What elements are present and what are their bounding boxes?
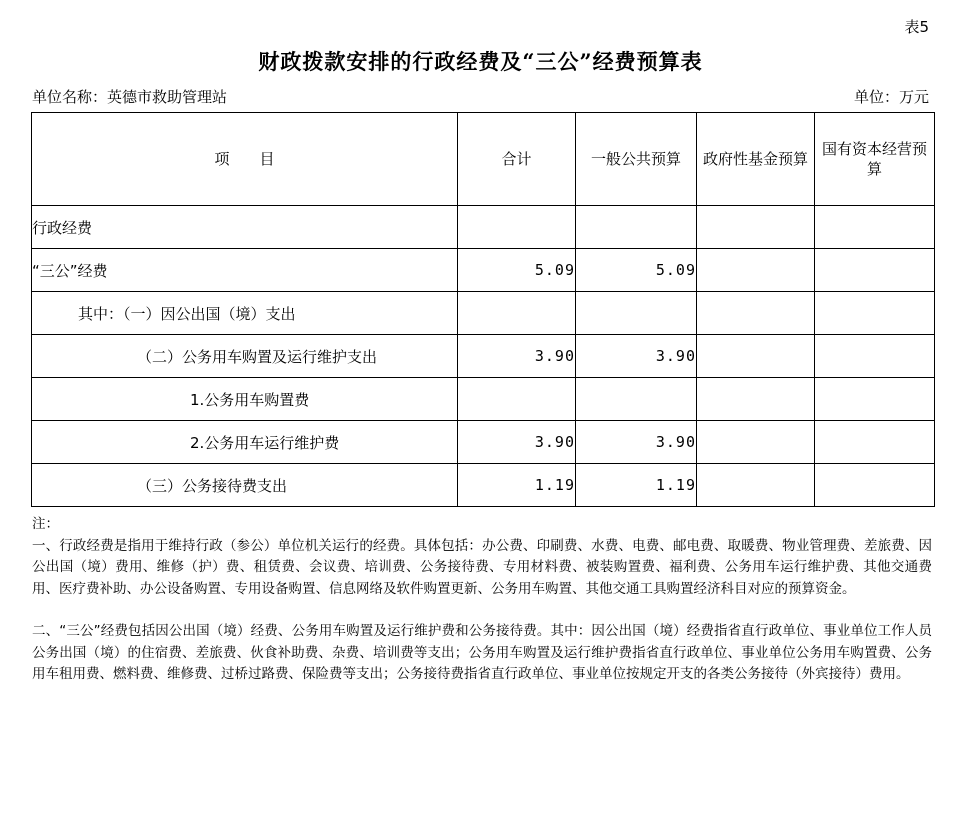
- table-row: [32, 292, 935, 335]
- row-fund: [697, 378, 815, 421]
- budget-table: [31, 112, 935, 507]
- note-three-public-expenses: 二、“三公”经费包括因公出国（境）经费、公务用车购置及运行维护费和公务接待费。其中：因公出国（境）经费指省直行政单位、事业单位工作人员公务出国（境）的住宿费、差旅费、伙食补助费、杂费、培训费等支出；公务用车购置及运行维护费指省直行政单位、事业单位公务用车购置费、公务用车租用费、燃料费、维修费、过桥过路费、保险费等支出；公务接待费指省直行政单位、事业单位按规定开支的各类公务接待（外宾接待）费用。: [32, 623, 932, 682]
- notes-label: 注：: [32, 516, 59, 532]
- unit-name-label: 单位名称：英德市救助管理站: [32, 88, 228, 106]
- row-state: [815, 464, 935, 507]
- row-total: 3.90: [458, 335, 576, 378]
- table-row: [32, 464, 935, 507]
- row-total: [458, 206, 576, 249]
- table-header-row: [32, 113, 935, 206]
- row-state: [815, 206, 935, 249]
- table-row: [32, 206, 935, 249]
- row-item: （三）公务接待费支出: [32, 464, 458, 507]
- row-state: [815, 249, 935, 292]
- row-fund: [697, 335, 815, 378]
- header-item: 项 目: [32, 113, 458, 206]
- table-row: [32, 421, 935, 464]
- header-total: 合计: [458, 113, 576, 206]
- table-number: 表5: [904, 18, 929, 36]
- row-item: （二）公务用车购置及运行维护支出: [32, 335, 458, 378]
- row-fund: [697, 206, 815, 249]
- row-item: 其中：（一）因公出国（境）支出: [32, 292, 458, 335]
- row-total: [458, 378, 576, 421]
- row-general: 3.90: [576, 421, 697, 464]
- row-state: [815, 292, 935, 335]
- row-total: 1.19: [458, 464, 576, 507]
- notes-section: [32, 514, 932, 686]
- notes-spacer: [32, 600, 932, 621]
- row-total: 3.90: [458, 421, 576, 464]
- row-item: “三公”经费: [32, 249, 458, 292]
- row-fund: [697, 464, 815, 507]
- row-general: 3.90: [576, 335, 697, 378]
- row-state: [815, 335, 935, 378]
- row-general: [576, 378, 697, 421]
- note-administrative-expenses: 一、行政经费是指用于维持行政（参公）单位机关运行的经费。具体包括：办公费、印刷费、水费、电费、邮电费、取暖费、物业管理费、差旅费、因公出国（境）费用、维修（护）费、租赁费、会议费、培训费、公务接待费、专用材料费、被装购置费、福利费、公务用车运行维护费、其他交通费用、医疗费补助、办公设备购置、专用设备购置、信息网络及软件购置更新、公务用车购置、其他交通工具购置经济科目对应的预算资金。: [32, 537, 932, 597]
- row-item: 2.公务用车运行维护费: [32, 421, 458, 464]
- row-fund: [697, 292, 815, 335]
- row-total: 5.09: [458, 249, 576, 292]
- page-title: 财政拨款安排的行政经费及“三公”经费预算表: [258, 49, 703, 74]
- currency-unit-label: 单位：万元: [853, 88, 929, 106]
- row-state: [815, 378, 935, 421]
- row-general: [576, 292, 697, 335]
- table-row: [32, 249, 935, 292]
- table-row: [32, 378, 935, 421]
- header-general-budget: 一般公共预算: [576, 113, 697, 206]
- row-general: 5.09: [576, 249, 697, 292]
- row-fund: [697, 421, 815, 464]
- row-fund: [697, 249, 815, 292]
- row-state: [815, 421, 935, 464]
- row-general: 1.19: [576, 464, 697, 507]
- row-item: 行政经费: [32, 206, 458, 249]
- header-fund-budget: 政府性基金预算: [697, 113, 815, 206]
- header-state-capital-budget: 国有资本经营预算: [815, 113, 935, 206]
- row-general: [576, 206, 697, 249]
- row-total: [458, 292, 576, 335]
- row-item: 1.公务用车购置费: [32, 378, 458, 421]
- table-row: [32, 335, 935, 378]
